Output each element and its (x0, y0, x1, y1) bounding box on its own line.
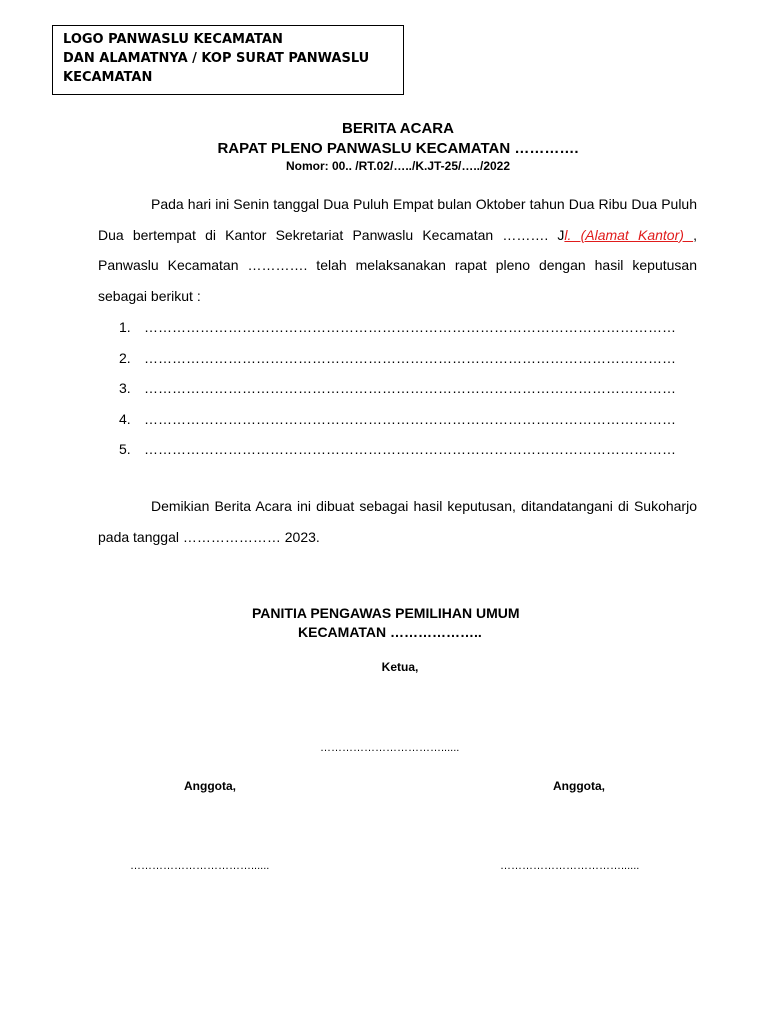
list-item-text: …………………………………………………………………………………………………… (144, 319, 676, 335)
list-item (119, 434, 699, 465)
list-item-text: …………………………………………………………………………………………………… (144, 380, 676, 396)
chairman-label: Ketua, (381, 660, 419, 674)
list-item (119, 373, 699, 404)
opening-text-part-2: , Panwaslu Kecamatan …………. telah melaksanakan rapat pleno dengan hasil keputusan sebagai berikut : (98, 226, 697, 304)
chairman-signature-line: ……………………………...... (320, 742, 460, 754)
list-item-number: 3. (119, 380, 131, 396)
committee-name-line-2: KECAMATAN ……………….. (298, 624, 482, 640)
committee-name-line-1: PANITIA PENGAWAS PEMILIHAN UMUM (252, 605, 520, 621)
letterhead-placeholder-box (52, 25, 404, 95)
member-1-label: Anggota, (184, 779, 236, 793)
decision-list (119, 312, 699, 465)
opening-paragraph (98, 189, 697, 311)
list-item (119, 343, 699, 374)
list-item-number: 1. (119, 319, 131, 335)
member-2-signature-line: ……………………………...... (500, 860, 640, 872)
member-1-signature-line: ……………………………...... (130, 860, 270, 872)
office-address-placeholder: l. (Alamat Kantor) (564, 226, 694, 243)
list-item-number: 4. (119, 410, 131, 427)
list-item-text: …………………………………………………………………………………………………… (144, 349, 676, 366)
list-item (119, 312, 699, 343)
closing-text: Demikian Berita Acara ini dibuat sebagai hasil keputusan, ditandatangani di Sukoharjo pada tanggal ………………… 2023. (98, 498, 697, 545)
letterhead-line-2: DAN ALAMATNYA / KOP SURAT PANWASLU (63, 51, 370, 66)
list-item-number: 2. (119, 349, 131, 366)
letterhead-line-3: KECAMATAN (63, 70, 153, 85)
closing-paragraph (98, 491, 697, 552)
document-title: BERITA ACARA (342, 120, 454, 137)
opening-text-part-1: Pada hari ini Senin tanggal Dua Puluh Empat bulan Oktober tahun Dua Ribu Dua Puluh Dua bertempat di Kantor Sekretariat Panwaslu Kecamatan ………. J (98, 196, 697, 243)
member-2-label: Anggota, (553, 779, 605, 793)
list-item (119, 404, 699, 435)
list-item-number: 5. (119, 441, 131, 457)
list-item-text: …………………………………………………………………………………………………… (144, 441, 676, 457)
list-item-text: …………………………………………………………………………………………………… (144, 410, 676, 427)
document-number: Nomor: 00.. /RT.02/…../K.JT-25/…../2022 (285, 159, 511, 173)
letterhead-line-1: LOGO PANWASLU KECAMATAN (63, 32, 283, 47)
document-subtitle: RAPAT PLENO PANWASLU KECAMATAN …………. (217, 140, 579, 157)
